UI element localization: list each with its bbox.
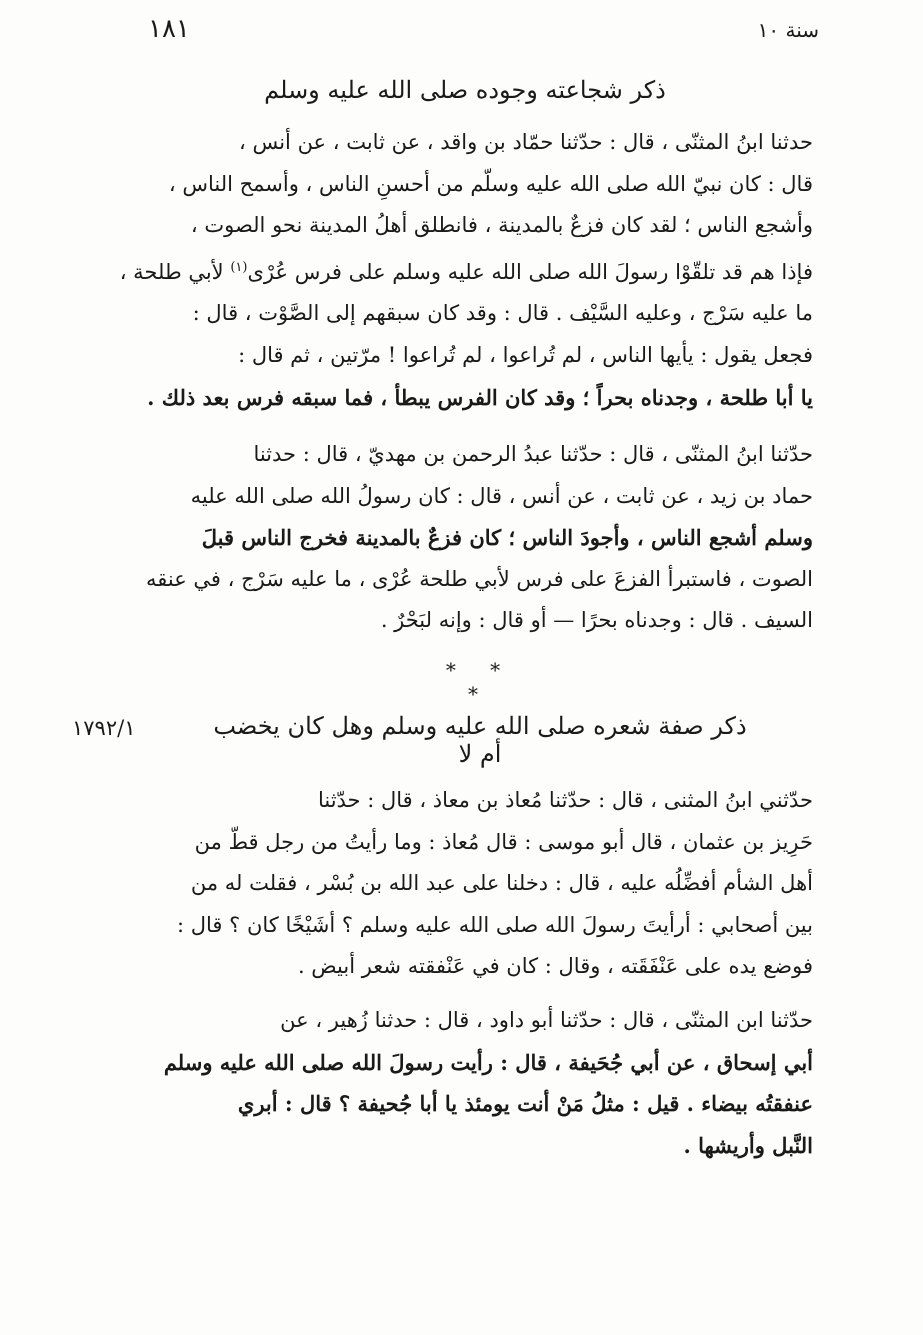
text-line: حدّثنا ابن المثنّى ، قال : حدّثنا أبو داود ، قال : حدثنا زُهير ، عن <box>280 1008 813 1032</box>
paragraph-4 <box>108 1000 813 1166</box>
text-line: حَرِيز بن عثمان ، قال أبو موسى : قال مُعاذ : وما رأيتُ من رجل قطّ من <box>194 829 813 854</box>
paragraph-2 <box>108 434 813 642</box>
text-line: الصوت ، فاستبرأ الفزعَ على فرس لأبي طلحة عُرْى ، ما عليه سَرْج ، في عنقه <box>146 566 813 591</box>
text-line: حماد بن زيد ، عن ثابت ، عن أنس ، قال : كان رسولُ الله صلى الله عليه <box>190 483 813 508</box>
text-line: عنفقتُه بيضاء . قيل : مثلُ مَنْ أنت يومئذ يا أبا جُحيفة ؟ قال : أبري <box>237 1091 813 1117</box>
section-separator: * * * <box>445 658 515 706</box>
text-line: فجعل يقول : يأيها الناس ، لم تُراعوا ، لم تُراعوا ! مرّتين ، ثم قال : <box>238 342 813 367</box>
text-line: فوضع يده على عَنْفَقَته ، وقال : كان في عَنْفقته شعر أبيض . <box>297 954 813 979</box>
text-line: النَّبل وأريشها . <box>683 1132 813 1158</box>
text-line: السيف . قال : وجدناه بحرًا — أو قال : وإنه لبَحْرٌ . <box>380 608 813 633</box>
text-line: حدّثني ابنُ المثنى ، قال : حدّثنا مُعاذ بن معاذ ، قال : حدّثنا <box>317 788 813 812</box>
footnote-marker: (١) <box>230 259 248 275</box>
running-header-year: سنة ١٠ <box>757 18 819 42</box>
text-line: أبي إسحاق ، عن أبي جُحَيفة ، قال : رأيت رسولَ الله صلى الله عليه وسلم <box>163 1049 813 1075</box>
text-line: حدثنا ابنُ المثنّى ، قال : حدّثنا حمّاد بن واقد ، عن ثابت ، عن أنس ، <box>238 130 813 154</box>
text-segment: فإذا هم قد تلقّوْا رسولَ الله صلى الله عليه وسلم على فرس عُرْى <box>247 259 813 284</box>
text-line: يا أبا طلحة ، وجدناه بحراً ؛ وقد كان الفرس يبطأ ، فما سبقه فرس بعد ذلك . <box>147 384 813 410</box>
text-line: أهل الشأم أفضِّلُه عليه ، قال : دخلنا على عبد الله بن بُسْر ، فقلت له من <box>190 871 813 896</box>
text-line: حدّثنا ابنُ المثنّى ، قال : حدّثنا عبدُ الرحمن بن مهديّ ، قال : حدثنا <box>253 442 813 466</box>
margin-reference-number: ١٧٩٢/١ <box>72 716 136 740</box>
text-segment: لأبي طلحة ، <box>119 259 224 284</box>
text-line: ما عليه سَرْج ، وعليه السَّيْف . قال : وقد كان سبقهم إلى الصَّوْت ، قال : <box>192 301 813 326</box>
text-line: وسلم أشجع الناس ، وأجودَ الناس ؛ كان فزعٌ بالمدينة فخرج الناس قبلَ <box>201 525 813 551</box>
text-line-with-footnote <box>108 247 813 294</box>
text-line: بين أصحابي : أرأيتَ رسولَ الله صلى الله عليه وسلم ؟ أشَيْخًا كان ؟ قال : <box>177 912 813 937</box>
page-number: ١٨١ <box>148 14 190 44</box>
section-heading-courage: ذكر شجاعته وجوده صلى الله عليه وسلم <box>264 76 666 104</box>
section-heading-hair: ذكر صفة شعره صلى الله عليه وسلم وهل كان يخضب أم لا <box>213 712 747 768</box>
text-line: وأشجع الناس ؛ لقد كان فزعٌ بالمدينة ، فانطلق أهلُ المدينة نحو الصوت ، <box>190 213 813 238</box>
text-line: قال : كان نبيّ الله صلى الله عليه وسلّم من أحسنِ الناس ، وأسمح الناس ، <box>168 171 813 196</box>
paragraph-1 <box>108 122 813 418</box>
paragraph-3 <box>108 780 813 988</box>
